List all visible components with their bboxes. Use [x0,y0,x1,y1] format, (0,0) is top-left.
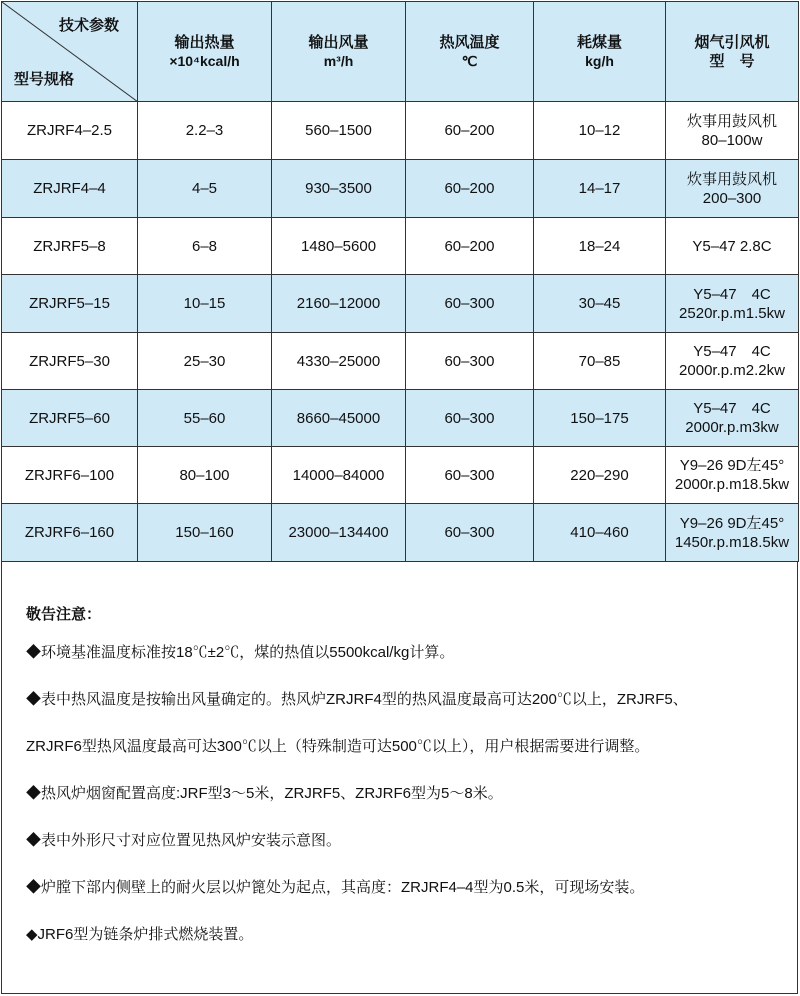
model-cell: ZRJRF6–160 [2,504,138,562]
table-row [2,160,799,218]
temp-cell: 60–300 [406,275,534,333]
coal-cell: 10–12 [534,102,666,160]
note-item: ◆热风炉烟窗配置高度:JRF型3～5米，ZRJRF5、ZRJRF6型为5～8米。 [26,785,503,802]
fan-cell [666,102,799,160]
table-header-row [2,2,799,102]
model-cell: ZRJRF5–8 [2,218,138,275]
table-row [2,504,799,562]
fan-line2: 2000r.p.m18.5kw [674,476,790,493]
heat-cell: 55–60 [138,390,272,447]
corner-bottom-label: 型号规格 [14,71,75,88]
model-cell: ZRJRF5–15 [2,275,138,333]
notes-section [26,605,786,972]
air-cell: 23000–134400 [272,504,406,562]
coal-cell: 70–85 [534,333,666,390]
fan-line2: 2000r.p.m2.2kw [679,362,785,379]
header-unit: m³/h [323,52,354,69]
coal-cell: 30–45 [534,275,666,333]
corner-header-cell [2,2,138,102]
header-fan-model [666,2,799,102]
heat-cell: 150–160 [138,504,272,562]
note-item: ◆JRF6型为链条炉排式燃烧装置。 [26,926,254,943]
heat-cell: 80–100 [138,447,272,504]
heat-cell: 2.2–3 [138,102,272,160]
air-cell: 14000–84000 [272,447,406,504]
model-cell: ZRJRF5–30 [2,333,138,390]
header-unit: 型 号 [709,52,755,70]
table-row [2,218,799,275]
coal-cell: 220–290 [534,447,666,504]
fan-line1: 炊事用鼓风机 [686,170,777,188]
fan-line2: 200–300 [702,189,762,207]
note-item: ◆环境基准温度标准按18℃±2℃，煤的热值以5500kcal/kg计算。 [26,644,455,661]
temp-cell: 60–200 [406,102,534,160]
fan-cell [666,218,799,275]
fan-cell [666,275,799,333]
header-label: 烟气引风机 [694,33,770,51]
fan-cell [666,447,799,504]
corner-top-label: 技术参数 [58,17,119,34]
air-cell: 4330–25000 [272,333,406,390]
fan-line1: Y5–47 4C [693,285,771,303]
temp-cell: 60–200 [406,218,534,275]
temp-cell: 60–300 [406,447,534,504]
header-unit: ℃ [461,52,478,69]
coal-cell: 150–175 [534,390,666,447]
fan-line1: Y5–47 4C [693,400,771,417]
coal-cell: 14–17 [534,160,666,218]
header-label: 热风温度 [439,33,500,51]
temp-cell: 60–300 [406,390,534,447]
coal-cell: 410–460 [534,504,666,562]
table-row [2,447,799,504]
fan-line1: Y9–26 9D左45° [679,457,785,474]
fan-line1: 炊事用鼓风机 [686,112,777,130]
coal-cell: 18–24 [534,218,666,275]
table-row [2,102,799,160]
table-row [2,333,799,390]
note-item: ◆表中外形尺寸对应位置见热风炉安装示意图。 [26,832,342,849]
model-cell: ZRJRF4–2.5 [2,102,138,160]
fan-cell [666,333,799,390]
heat-cell: 6–8 [138,218,272,275]
fan-line1: Y5–47 4C [693,343,771,360]
header-label: 输出热量 [174,33,235,51]
fan-cell [666,390,799,447]
fan-cell [666,504,799,562]
header-label: 输出风量 [308,33,369,51]
heat-cell: 4–5 [138,160,272,218]
fan-line2: 80–100w [701,131,763,149]
table-row [2,275,799,333]
air-cell: 930–3500 [272,160,406,218]
header-coal-consumption [534,2,666,102]
air-cell: 8660–45000 [272,390,406,447]
note-item: ◆炉膛下部内侧壁上的耐火层以炉篦处为起点，其高度：ZRJRF4–4型为0.5米，可现场安装。 [26,879,645,896]
model-cell: ZRJRF4–4 [2,160,138,218]
fan-line2: 1450r.p.m18.5kw [674,533,790,551]
fan-line1: Y5–47 2.8C [692,237,772,255]
notes-title: 敬告注意： [26,606,102,623]
temp-cell: 60–300 [406,504,534,562]
spec-table [1,1,799,562]
air-cell: 560–1500 [272,102,406,160]
fan-line1: Y9–26 9D左45° [679,514,785,532]
model-cell: ZRJRF5–60 [2,390,138,447]
air-cell: 1480–5600 [272,218,406,275]
header-unit: kg/h [585,52,614,69]
header-heat-output [138,2,272,102]
header-air-output [272,2,406,102]
temp-cell: 60–200 [406,160,534,218]
header-label: 耗煤量 [576,33,622,51]
header-unit: ×10⁴kcal/h [169,52,240,69]
header-hot-air-temp [406,2,534,102]
model-cell: ZRJRF6–100 [2,447,138,504]
temp-cell: 60–300 [406,333,534,390]
heat-cell: 10–15 [138,275,272,333]
table-row [2,390,799,447]
fan-line2: 2520r.p.m1.5kw [679,304,785,322]
note-item: ◆表中热风温度是按输出风量确定的。热风炉ZRJRF4型的热风温度最高可达200℃以上，ZRJRF5、 [26,691,688,708]
heat-cell: 25–30 [138,333,272,390]
air-cell: 2160–12000 [272,275,406,333]
fan-line2: 2000r.p.m3kw [685,419,779,436]
fan-cell [666,160,799,218]
note-item: ZRJRF6型热风温度最高可达300℃以上（特殊制造可达500℃以上），用户根据需要进行调整。 [26,738,650,755]
